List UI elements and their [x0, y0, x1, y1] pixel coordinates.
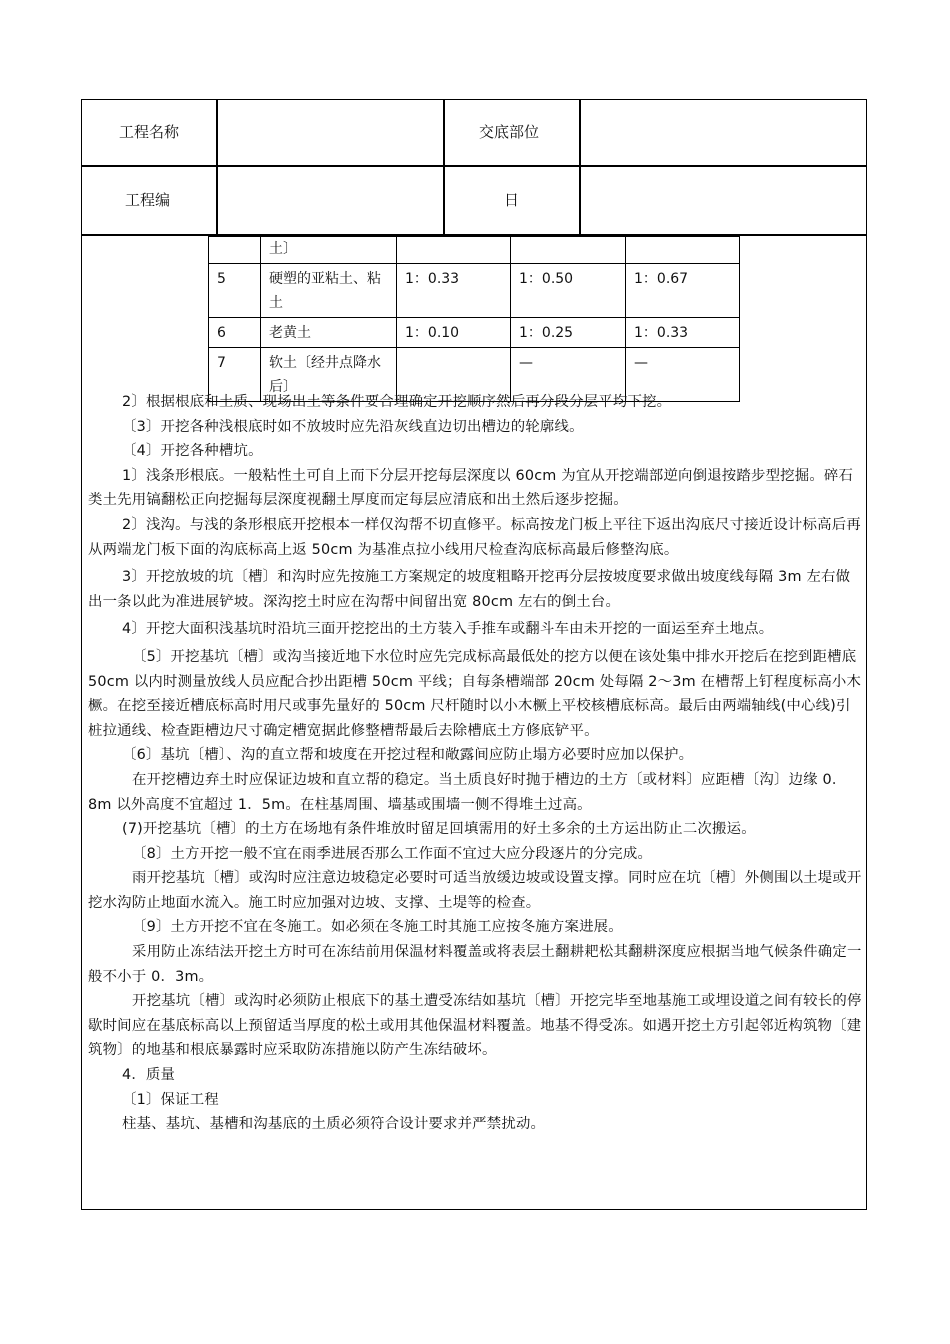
slope-value: — — [511, 348, 626, 402]
paragraph: 在开挖槽边弃土时应保证边坡和直立帮的稳定。当土质良好时抛于槽边的土方〔或材料〕应距槽〔沟〕边缘 0．8m 以外高度不宜超过 1．5m。在柱基周围、墙基或围墙一侧不得堆土过高。 — [88, 771, 847, 813]
header-divider-1 — [81, 165, 867, 167]
paragraph: 雨开挖基坑〔槽〕或沟时应注意边坡稳定必要时可适当放缓边坡或设置支撑。同时应在坑〔槽〕外侧围以土堤或开挖水沟防止地面水流入。施工时应加强对边坡、支撑、土堤等的检查。 — [88, 870, 862, 911]
slope-ratio-table — [208, 236, 740, 402]
table-row — [209, 237, 740, 264]
paragraph: 2〕浅沟。与浅的条形根底开挖根本一样仅沟帮不切直修平。标高按龙门板上平往下返出沟底尺寸接近设计标高后再从两端龙门板下面的沟底标高上返 50cm 为基准点拉小线用尺检查沟底标高最后修整沟底。 — [88, 516, 861, 558]
paragraph: 〔8〕土方开挖一般不宜在雨季进展否那么工作面不宜过大应分段逐片的分完成。 — [132, 845, 653, 862]
row-number — [209, 237, 261, 264]
slope-value: 1：0.10 — [397, 318, 511, 348]
table-row — [209, 318, 740, 348]
project-name-label: 工程名称 — [119, 123, 180, 141]
soil-type: 硬塑的亚粘土、粘土 — [261, 264, 397, 318]
slope-value: 1：0.33 — [397, 264, 511, 318]
slope-value: 1：0.25 — [511, 318, 626, 348]
paragraph: 〔6〕基坑〔槽〕、沟的直立帮和坡度在开挖过程和敞露间应防止塌方必要时应加以保护。 — [122, 747, 694, 764]
slope-value — [511, 237, 626, 264]
paragraph: 〔1〕保证工程 — [122, 1091, 219, 1108]
table-row — [209, 264, 740, 318]
slope-value: 1：0.50 — [511, 264, 626, 318]
paragraph: 〔3〕开挖各种浅根底时如不放坡时应先沿灰线直边切出槽边的轮廓线。 — [122, 418, 584, 435]
paragraph: 〔5〕开挖基坑〔槽〕或沟当接近地下水位时应先完成标高最低处的挖方以便在该处集中排水开挖后在挖到距槽底 50cm 以内时测量放线人员应配合抄出距槽 50cm 平线；自每条槽端部 20cm 处每隔 2～3m 在槽帮上钉程度标高小木橛。在挖至接近槽底标高时用尺或事先量好的 50cm 尺杆随时以小木橛上平校核槽底标高。最后由两端轴线(中心线)引桩拉通线、检查距槽边尺寸确定槽宽据此修整槽帮最后去除槽底土方修底铲平。 — [88, 648, 862, 739]
slope-value — [626, 237, 740, 264]
row-number: 6 — [209, 318, 261, 348]
header-vline-2 — [443, 99, 445, 235]
soil-type: 老黄土 — [261, 318, 397, 348]
row-number: 7 — [209, 348, 261, 402]
paragraph: 4〕开挖大面积浅基坑时沿坑三面开挖挖出的土方装入手推车或翻斗车由未开挖的一面运至弃土地点。 — [122, 621, 774, 638]
slope-value: 1：0.33 — [626, 318, 740, 348]
project-no-label: 工程编 — [125, 191, 171, 209]
paragraph: 4．质量 — [122, 1067, 176, 1084]
slope-value: — — [626, 348, 740, 402]
slope-value: 1：0.67 — [626, 264, 740, 318]
header-vline-3 — [579, 99, 581, 235]
paragraph: 采用防止冻结法开挖土方时可在冻结前用保温材料覆盖或将表层土翻耕耙松其翻耕深度应根据当地气候条件确定一般不小于 0．3m。 — [88, 944, 862, 985]
paragraph: 1〕浅条形根底。一般粘性土可自上而下分层开挖每层深度以 60cm 为宜从开挖端部逆向倒退按踏步型挖掘。碎石类土先用镐翻松正向挖掘每层深度视翻土厚度而定每层应清底和出土然后逐步挖掘。 — [88, 467, 854, 509]
paragraph: 柱基、基坑、基槽和沟基底的土质必须符合设计要求并严禁扰动。 — [122, 1116, 546, 1133]
date-label: 日 — [504, 191, 520, 209]
soil-type: 土〕 — [261, 237, 397, 264]
header-vline-1 — [216, 99, 218, 235]
paragraph: 2〕根据根底和土质、现场出土等条件要合理确定开挖顺序然后再分段分层平均下挖。 — [122, 394, 672, 410]
row-number: 5 — [209, 264, 261, 318]
paragraph: 3〕开挖放坡的坑〔槽〕和沟时应先按施工方案规定的坡度粗略开挖再分层按坡度要求做出坡度线每隔 3m 左右做出一条以此为准进展铲坡。深沟挖土时应在沟帮中间留出宽 80cm 左右的倒土台。 — [88, 569, 851, 610]
handover-part-label: 交底部位 — [479, 123, 540, 141]
paragraph: 〔9〕土方开挖不宜在冬施工。如必须在冬施工时其施工应按冬施方案进展。 — [132, 919, 623, 936]
paragraph: 〔4〕开挖各种槽坑。 — [122, 443, 263, 460]
slope-value — [397, 237, 511, 264]
soil-type: 软土〔经井点降水后〕 — [261, 348, 397, 402]
paragraph: (7)开挖基坑〔槽〕的土方在场地有条件堆放时留足回填需用的好土多余的土方运出防止二次搬运。 — [122, 821, 756, 838]
paragraph: 开挖基坑〔槽〕或沟时必须防止根底下的基土遭受冻结如基坑〔槽〕开挖完毕至地基施工或埋设道之间有较长的停歇时间应在基底标高以上预留适当厚度的松土或用其他保温材料覆盖。地基不得受冻。如遇开挖土方引起邻近构筑物〔建筑物〕的地基和根底暴露时应采取防冻措施以防产生冻结破坏。 — [88, 993, 862, 1059]
construction-notes — [88, 390, 864, 1137]
